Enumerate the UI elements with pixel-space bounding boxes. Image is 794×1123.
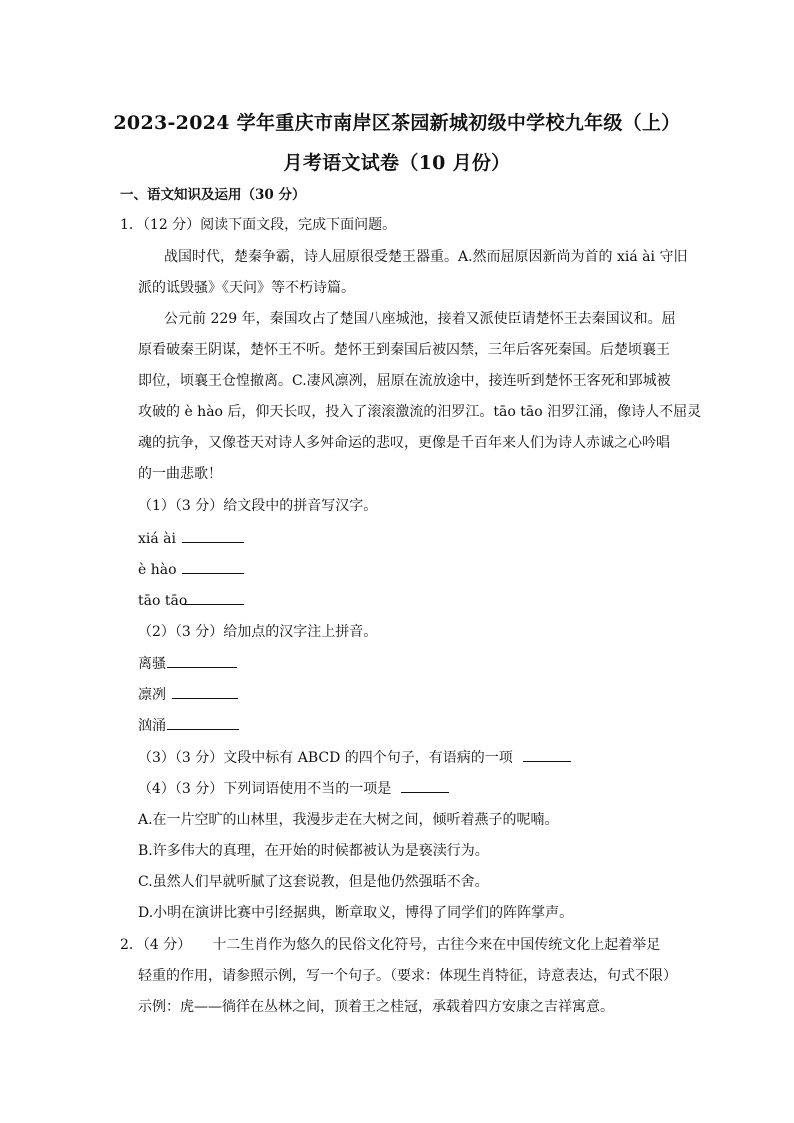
pinyin-label: è hào bbox=[138, 562, 177, 578]
subquestion-2-stem: （2）（3 分）给加点的汉字注上拼音。 bbox=[138, 624, 378, 640]
pinyin-label: xiá ài bbox=[138, 531, 176, 547]
question-2-line: 轻重的作用，请参照示例，写一个句子。（要求：体现生肖特征，诗意表达，句式不限） bbox=[138, 968, 677, 984]
passage-line: 的一曲悲歌！ bbox=[138, 466, 222, 482]
passage-line: 攻破的 è hào 后，仰天长叹，投入了滚滚激流的汨罗江。tāo tāo 汨罗江涌，像诗人不屈灵 bbox=[138, 404, 702, 420]
subquestion-4-stem: （4）（3 分）下列词语使用不当的一项是 bbox=[138, 781, 392, 797]
answer-blank[interactable] bbox=[167, 715, 239, 730]
subquestion-4-row bbox=[138, 778, 449, 799]
word-answer-row bbox=[138, 715, 239, 736]
passage-line: 魂的抗争，又像苍天对诗人多舛命运的悲叹，更像是千百年来人们为诗人赤诚之心吟唱 bbox=[138, 435, 670, 451]
question-2-line: 2．（4 分） 十二生肖作为悠久的民俗文化符号，古往今来在中国传统文化上起着举足 bbox=[120, 937, 661, 953]
pinyin-answer-row bbox=[138, 528, 244, 549]
passage-line: 公元前 229 年，秦国攻占了楚国八座城池，接着又派使臣请楚怀王去秦国议和。屈 bbox=[164, 311, 676, 327]
word-label: 离骚 bbox=[138, 656, 166, 672]
word-answer-row bbox=[138, 653, 237, 674]
word-label: 凛冽 bbox=[138, 687, 166, 703]
choice-option-a[interactable]: A.在一片空旷的山林里，我漫步走在大树之间，倾听着燕子的呢喃。 bbox=[138, 812, 559, 828]
subquestion-3-row bbox=[138, 747, 571, 768]
choice-option-b[interactable]: B.许多伟大的真理，在开始的时候都被认为是亵渎行为。 bbox=[138, 843, 489, 859]
subquestion-3-stem: （3）（3 分）文段中标有 ABCD 的四个句子，有语病的一项 bbox=[138, 750, 513, 766]
question-2-example: 示例：虎——徜徉在丛林之间，顶着王之桂冠，承载着四方安康之吉祥寓意。 bbox=[138, 999, 614, 1015]
pinyin-answer-row bbox=[138, 559, 244, 580]
answer-blank[interactable] bbox=[182, 528, 244, 543]
passage-line: 战国时代，楚秦争霸，诗人屈原很受楚王器重。A.然而屈原因新尚为首的 xiá ài 守旧 bbox=[164, 249, 688, 265]
section-heading: 一、语文知识及运用（30 分） bbox=[120, 187, 306, 203]
word-answer-row bbox=[138, 684, 238, 705]
answer-blank[interactable] bbox=[172, 684, 238, 699]
word-label: 汹涌 bbox=[138, 718, 166, 734]
pinyin-answer-row bbox=[138, 590, 244, 611]
pinyin-label: tāo tāo bbox=[138, 593, 188, 609]
answer-blank[interactable] bbox=[523, 747, 571, 762]
subquestion-1-stem: （1）（3 分）给文段中的拼音写汉字。 bbox=[138, 498, 378, 514]
answer-blank[interactable] bbox=[401, 778, 449, 793]
choice-option-c[interactable]: C.虽然人们早就听腻了这套说教，但是他仍然强聒不舍。 bbox=[138, 874, 489, 890]
exam-title-line-1: 2023-2024 学年重庆市南岸区茶园新城初级中学校九年级（上） bbox=[113, 112, 681, 134]
exam-title-line-2: 月考语文试卷（10 月份） bbox=[283, 152, 511, 174]
answer-blank[interactable] bbox=[182, 559, 244, 574]
answer-blank[interactable] bbox=[167, 653, 237, 668]
choice-option-d[interactable]: D.小明在演讲比赛中引经据典，断章取义，博得了同学们的阵阵掌声。 bbox=[138, 905, 574, 921]
passage-line: 派的诋毁骚》《天问》等不朽诗篇。 bbox=[138, 280, 355, 296]
passage-line: 即位，顷襄王仓惶撤离。C.凄风凛冽，屈原在流放途中，接连听到楚怀王客死和郢城被 bbox=[138, 373, 671, 389]
question-1-stem: 1．（12 分）阅读下面文段，完成下面问题。 bbox=[120, 217, 397, 233]
passage-line: 原看破秦王阴谋，楚怀王不听。楚怀王到秦国后被囚禁，三年后客死秦国。后楚顷襄王 bbox=[138, 342, 670, 358]
answer-blank[interactable] bbox=[182, 590, 244, 605]
